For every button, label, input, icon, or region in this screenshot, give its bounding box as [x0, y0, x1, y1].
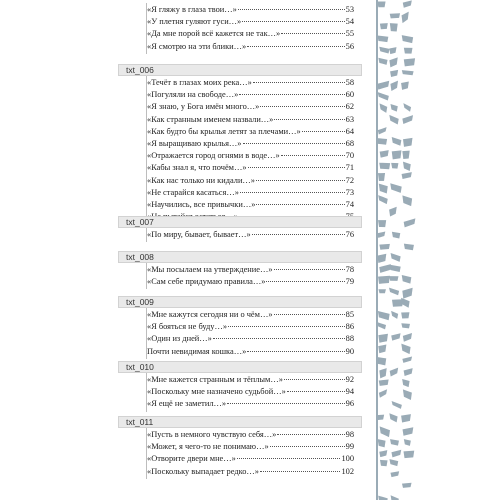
dot-leader: [281, 33, 344, 34]
dot-leader: [242, 21, 344, 22]
page-number: 72: [345, 175, 354, 185]
brush-stroke: [390, 81, 398, 91]
brush-stroke-border-decoration: [376, 0, 416, 500]
toc-entry[interactable]: [147, 429, 354, 441]
toc-entry[interactable]: [147, 398, 354, 410]
brush-stroke: [378, 311, 390, 320]
brush-stroke: [379, 184, 388, 194]
brush-stroke: [403, 389, 412, 400]
brush-stroke: [389, 47, 396, 54]
dot-leader: [256, 180, 345, 181]
brush-stroke: [401, 344, 410, 354]
brush-stroke: [378, 58, 387, 65]
brush-stroke: [392, 232, 400, 239]
section-id: txt_006: [126, 65, 154, 75]
brush-stroke: [389, 413, 397, 422]
brush-strip: [376, 0, 378, 500]
dot-leader: [237, 458, 341, 459]
page-number: 90: [345, 346, 354, 356]
section-header-bar: [118, 216, 362, 228]
brush-stroke: [402, 172, 412, 179]
page-number: 73: [345, 187, 354, 197]
toc-entry[interactable]: [147, 466, 354, 478]
dot-leader: [266, 281, 344, 282]
toc-entry[interactable]: [147, 114, 354, 126]
brush-stroke: [379, 450, 387, 457]
toc-entry[interactable]: [147, 441, 354, 453]
brush-stroke: [379, 244, 390, 250]
entry-title: «Научились, все привычки…»: [147, 200, 256, 209]
entry-title: «Я знаю, у Бога имён много…»: [147, 102, 260, 112]
section-id: txt_008: [126, 252, 154, 262]
brush-stroke: [389, 459, 398, 466]
entry-title: «Погуляли на свободе…»: [147, 90, 239, 100]
brush-stroke: [401, 323, 410, 328]
brush-stroke: [379, 264, 391, 273]
brush-stroke: [377, 138, 387, 145]
brush-stroke: [378, 439, 386, 447]
brush-stroke: [377, 1, 385, 7]
dot-leader: [252, 234, 345, 235]
page-number: 76: [345, 230, 354, 239]
entry-title: «Кабы знал я, что почём…»: [147, 163, 247, 173]
section-header-bar: [118, 64, 362, 76]
brush-stroke: [380, 23, 388, 29]
brush-stroke: [377, 36, 388, 43]
entry-title: «У плетня гуляют гуси…»: [147, 17, 242, 27]
toc-entry[interactable]: [147, 229, 354, 241]
toc-entry[interactable]: [147, 199, 354, 211]
brush-stroke: [403, 427, 414, 435]
toc-entry[interactable]: [147, 386, 354, 398]
toc-entry[interactable]: [147, 101, 354, 113]
entry-title: «По миру, бывает, бывает…»: [147, 230, 251, 239]
brush-stroke: [403, 162, 411, 171]
page-number: 85: [345, 310, 354, 319]
dot-leader: [243, 143, 345, 144]
brush-stroke: [389, 265, 400, 272]
page-number: 86: [345, 322, 354, 332]
entry-title: Почти невидимая кошка…»: [147, 346, 247, 356]
entry-title: «Как нас только ни кидали…»: [147, 175, 255, 185]
brush-stroke: [379, 163, 390, 169]
brush-stroke: [378, 220, 386, 227]
brush-stroke: [404, 439, 411, 446]
dot-leader: [247, 46, 344, 47]
toc-entry[interactable]: [147, 89, 354, 101]
brush-stroke: [390, 368, 399, 377]
dot-leader: [227, 403, 345, 404]
toc-entry[interactable]: [147, 321, 354, 333]
toc-entry[interactable]: [147, 309, 354, 321]
toc-entry[interactable]: [147, 138, 354, 150]
toc-entry[interactable]: [147, 346, 354, 358]
brush-stroke: [379, 379, 389, 385]
brush-stroke: [391, 163, 398, 169]
dot-leader: [213, 338, 345, 339]
brush-stroke: [402, 483, 412, 488]
brush-stroke: [391, 311, 398, 319]
brush-stroke: [378, 276, 390, 284]
brush-stroke: [404, 48, 413, 54]
dot-leader: [270, 446, 345, 447]
dot-leader: [240, 192, 345, 193]
dot-leader: [256, 204, 344, 205]
entry-title: «Да мне порой всё кажется не так…»: [147, 29, 281, 39]
page-number: 71: [345, 163, 354, 173]
toc-entry[interactable]: [147, 41, 354, 53]
brush-stroke: [377, 81, 389, 90]
entry-title: «Мы посылаем на утверждение…»: [147, 265, 273, 274]
dot-leader: [281, 155, 345, 156]
brush-stroke: [377, 357, 386, 365]
page-number: 58: [345, 78, 354, 87]
toc-entry[interactable]: [147, 187, 354, 199]
brush-stroke: [402, 70, 414, 75]
brush-stroke: [390, 471, 399, 477]
brush-stroke: [389, 115, 398, 125]
entry-title: «Я ещё не заметил…»: [147, 399, 227, 409]
brush-stroke: [378, 195, 388, 204]
dot-leader: [274, 269, 345, 270]
brush-stroke: [401, 414, 411, 422]
brush-stroke: [403, 103, 411, 112]
brush-stroke: [404, 58, 415, 66]
brush-stroke: [378, 289, 385, 293]
brush-stroke: [402, 288, 412, 299]
entry-title: «Поскольку выпадает редко…»: [147, 466, 259, 476]
brush-stroke: [378, 127, 387, 134]
brush-stroke: [401, 81, 409, 89]
brush-stroke: [380, 150, 389, 158]
brush-stroke: [389, 276, 398, 281]
section-header-bar: [118, 251, 362, 263]
brush-stroke: [390, 70, 398, 77]
section-header-bar: [118, 361, 362, 373]
entry-title: «Сам себе придумаю правила…»: [147, 277, 266, 287]
entry-title: «Я выращиваю крылья…»: [147, 139, 242, 148]
dot-leader: [287, 391, 345, 392]
page-number: 64: [345, 126, 354, 136]
toc-entry[interactable]: [147, 162, 354, 174]
brush-stroke: [403, 138, 412, 147]
entry-title: «Отражается город огнями в воде…»: [147, 151, 280, 161]
section-id: txt_007: [126, 217, 154, 227]
dot-leader: [248, 167, 345, 168]
page-number: 96: [345, 399, 354, 409]
dot-leader: [274, 314, 345, 315]
brush-stroke: [390, 13, 400, 18]
entry-title: «Мне кажутся сегодня ни о чём…»: [147, 310, 273, 319]
page-number: 63: [345, 114, 354, 124]
brush-stroke: [402, 115, 413, 124]
page-number: 102: [341, 466, 354, 476]
brush-stroke: [377, 232, 385, 238]
page-number: 100: [341, 454, 354, 464]
brush-stroke: [390, 23, 398, 31]
dot-leader: [247, 351, 344, 352]
page-number: 88: [345, 334, 354, 344]
brush-stroke: [392, 150, 402, 159]
entry-title: «Один из дней…»: [147, 334, 212, 344]
brush-stroke: [389, 288, 399, 296]
dot-leader: [238, 9, 345, 10]
dot-leader: [260, 106, 344, 107]
page-number: 70: [345, 151, 354, 161]
page-number: 55: [345, 29, 354, 39]
page-number: 78: [345, 265, 354, 274]
entry-title: «Мне кажется странным и тёплым…»: [147, 375, 283, 384]
toc-entry[interactable]: [147, 276, 354, 288]
brush-stroke: [390, 183, 401, 193]
brush-stroke: [402, 195, 412, 206]
page-number: 54: [345, 17, 354, 27]
entry-title: «Может, я чего-то не понимаю…»: [147, 442, 269, 452]
section-id: txt_009: [126, 297, 154, 307]
toc-entry[interactable]: [147, 16, 354, 28]
toc-entry[interactable]: [147, 4, 354, 16]
dot-leader: [260, 471, 340, 472]
brush-stroke: [377, 254, 386, 263]
page-number: 79: [345, 277, 354, 287]
brush-stroke: [378, 334, 388, 343]
entry-title: «Течёт в глазах моих река…»: [147, 78, 252, 87]
brush-stroke: [391, 333, 400, 340]
toc-entry[interactable]: [147, 453, 354, 465]
toc-entry[interactable]: [147, 126, 354, 138]
dot-leader: [239, 94, 344, 95]
brush-stroke: [390, 104, 397, 112]
section-id: txt_010: [126, 362, 154, 372]
brush-stroke: [403, 0, 412, 7]
page-number: 92: [345, 375, 354, 384]
section-header-bar: [118, 296, 362, 308]
entry-title: «Как будто бы крылья летят за плечами…»: [147, 126, 301, 136]
section-header-bar: [118, 416, 362, 428]
page-number: 94: [345, 387, 354, 397]
brush-stroke: [392, 137, 402, 146]
brush-stroke: [379, 368, 386, 378]
brush-stroke: [380, 460, 388, 466]
brush-stroke: [378, 345, 386, 354]
brush-stroke: [378, 496, 388, 500]
dot-leader: [284, 379, 345, 380]
page-number: 74: [345, 200, 354, 209]
brush-stroke: [402, 275, 412, 284]
brush-stroke: [390, 439, 399, 446]
brush-stroke: [402, 151, 409, 159]
brush-stroke: [391, 450, 401, 458]
page-number: 53: [345, 5, 354, 14]
brush-stroke: [377, 322, 386, 329]
brush-stroke: [378, 92, 389, 100]
brush-stroke: [401, 298, 410, 308]
page-number: 62: [345, 102, 354, 112]
brush-stroke: [391, 495, 399, 500]
brush-stroke: [404, 218, 416, 227]
dot-leader: [277, 434, 344, 435]
toc-entry[interactable]: [147, 77, 354, 89]
toc-entry[interactable]: [147, 264, 354, 276]
page-number: 56: [345, 41, 354, 51]
brush-stroke: [378, 173, 385, 181]
brush-stroke: [379, 389, 387, 398]
toc-entry[interactable]: [147, 374, 354, 386]
brush-stroke: [389, 207, 397, 217]
brush-stroke: [401, 312, 409, 318]
brush-stroke: [402, 12, 409, 24]
brush-stroke: [404, 244, 414, 251]
brush-stroke: [380, 103, 388, 113]
brush-stroke: [379, 47, 389, 54]
entry-title: «Поскольку мне назначено судьбой…»: [147, 387, 286, 397]
entry-title: «Я гляжу в глаза твои…»: [147, 5, 237, 14]
brush-stroke: [402, 35, 413, 43]
brush-stroke: [392, 401, 402, 409]
entry-title: «Пусть в немного чувствую себя…»: [147, 430, 277, 439]
toc-entry[interactable]: [147, 28, 354, 40]
dot-leader: [253, 82, 345, 83]
toc-entry[interactable]: [147, 333, 354, 345]
page-number: 60: [345, 90, 354, 100]
brush-stroke: [402, 379, 409, 387]
toc-entry[interactable]: [147, 150, 354, 162]
brush-stroke: [402, 357, 412, 363]
dot-leader: [302, 131, 345, 132]
brush-stroke: [404, 368, 413, 376]
brush-stroke: [391, 253, 401, 262]
entry-title: «Не старайся касаться…»: [147, 187, 239, 197]
brush-stroke: [377, 415, 384, 420]
dot-leader: [228, 326, 345, 327]
entry-title: «Я бояться не буду…»: [147, 322, 228, 332]
page-number: 99: [345, 442, 354, 452]
brush-stroke: [404, 451, 415, 459]
toc-entry[interactable]: [147, 175, 354, 187]
brush-stroke: [389, 57, 397, 67]
entry-title: «Отворите двери мне…»: [147, 454, 236, 464]
page-number: 98: [345, 430, 354, 439]
brush-stroke: [380, 426, 390, 437]
brush-stroke: [403, 333, 412, 342]
page-number: 68: [345, 139, 354, 148]
dot-leader: [274, 119, 344, 120]
section-id: txt_011: [126, 417, 154, 427]
entry-title: «Я смотрю на эти блики…»: [147, 41, 247, 51]
entry-title: «Как странным именем назвали…»: [147, 114, 274, 124]
